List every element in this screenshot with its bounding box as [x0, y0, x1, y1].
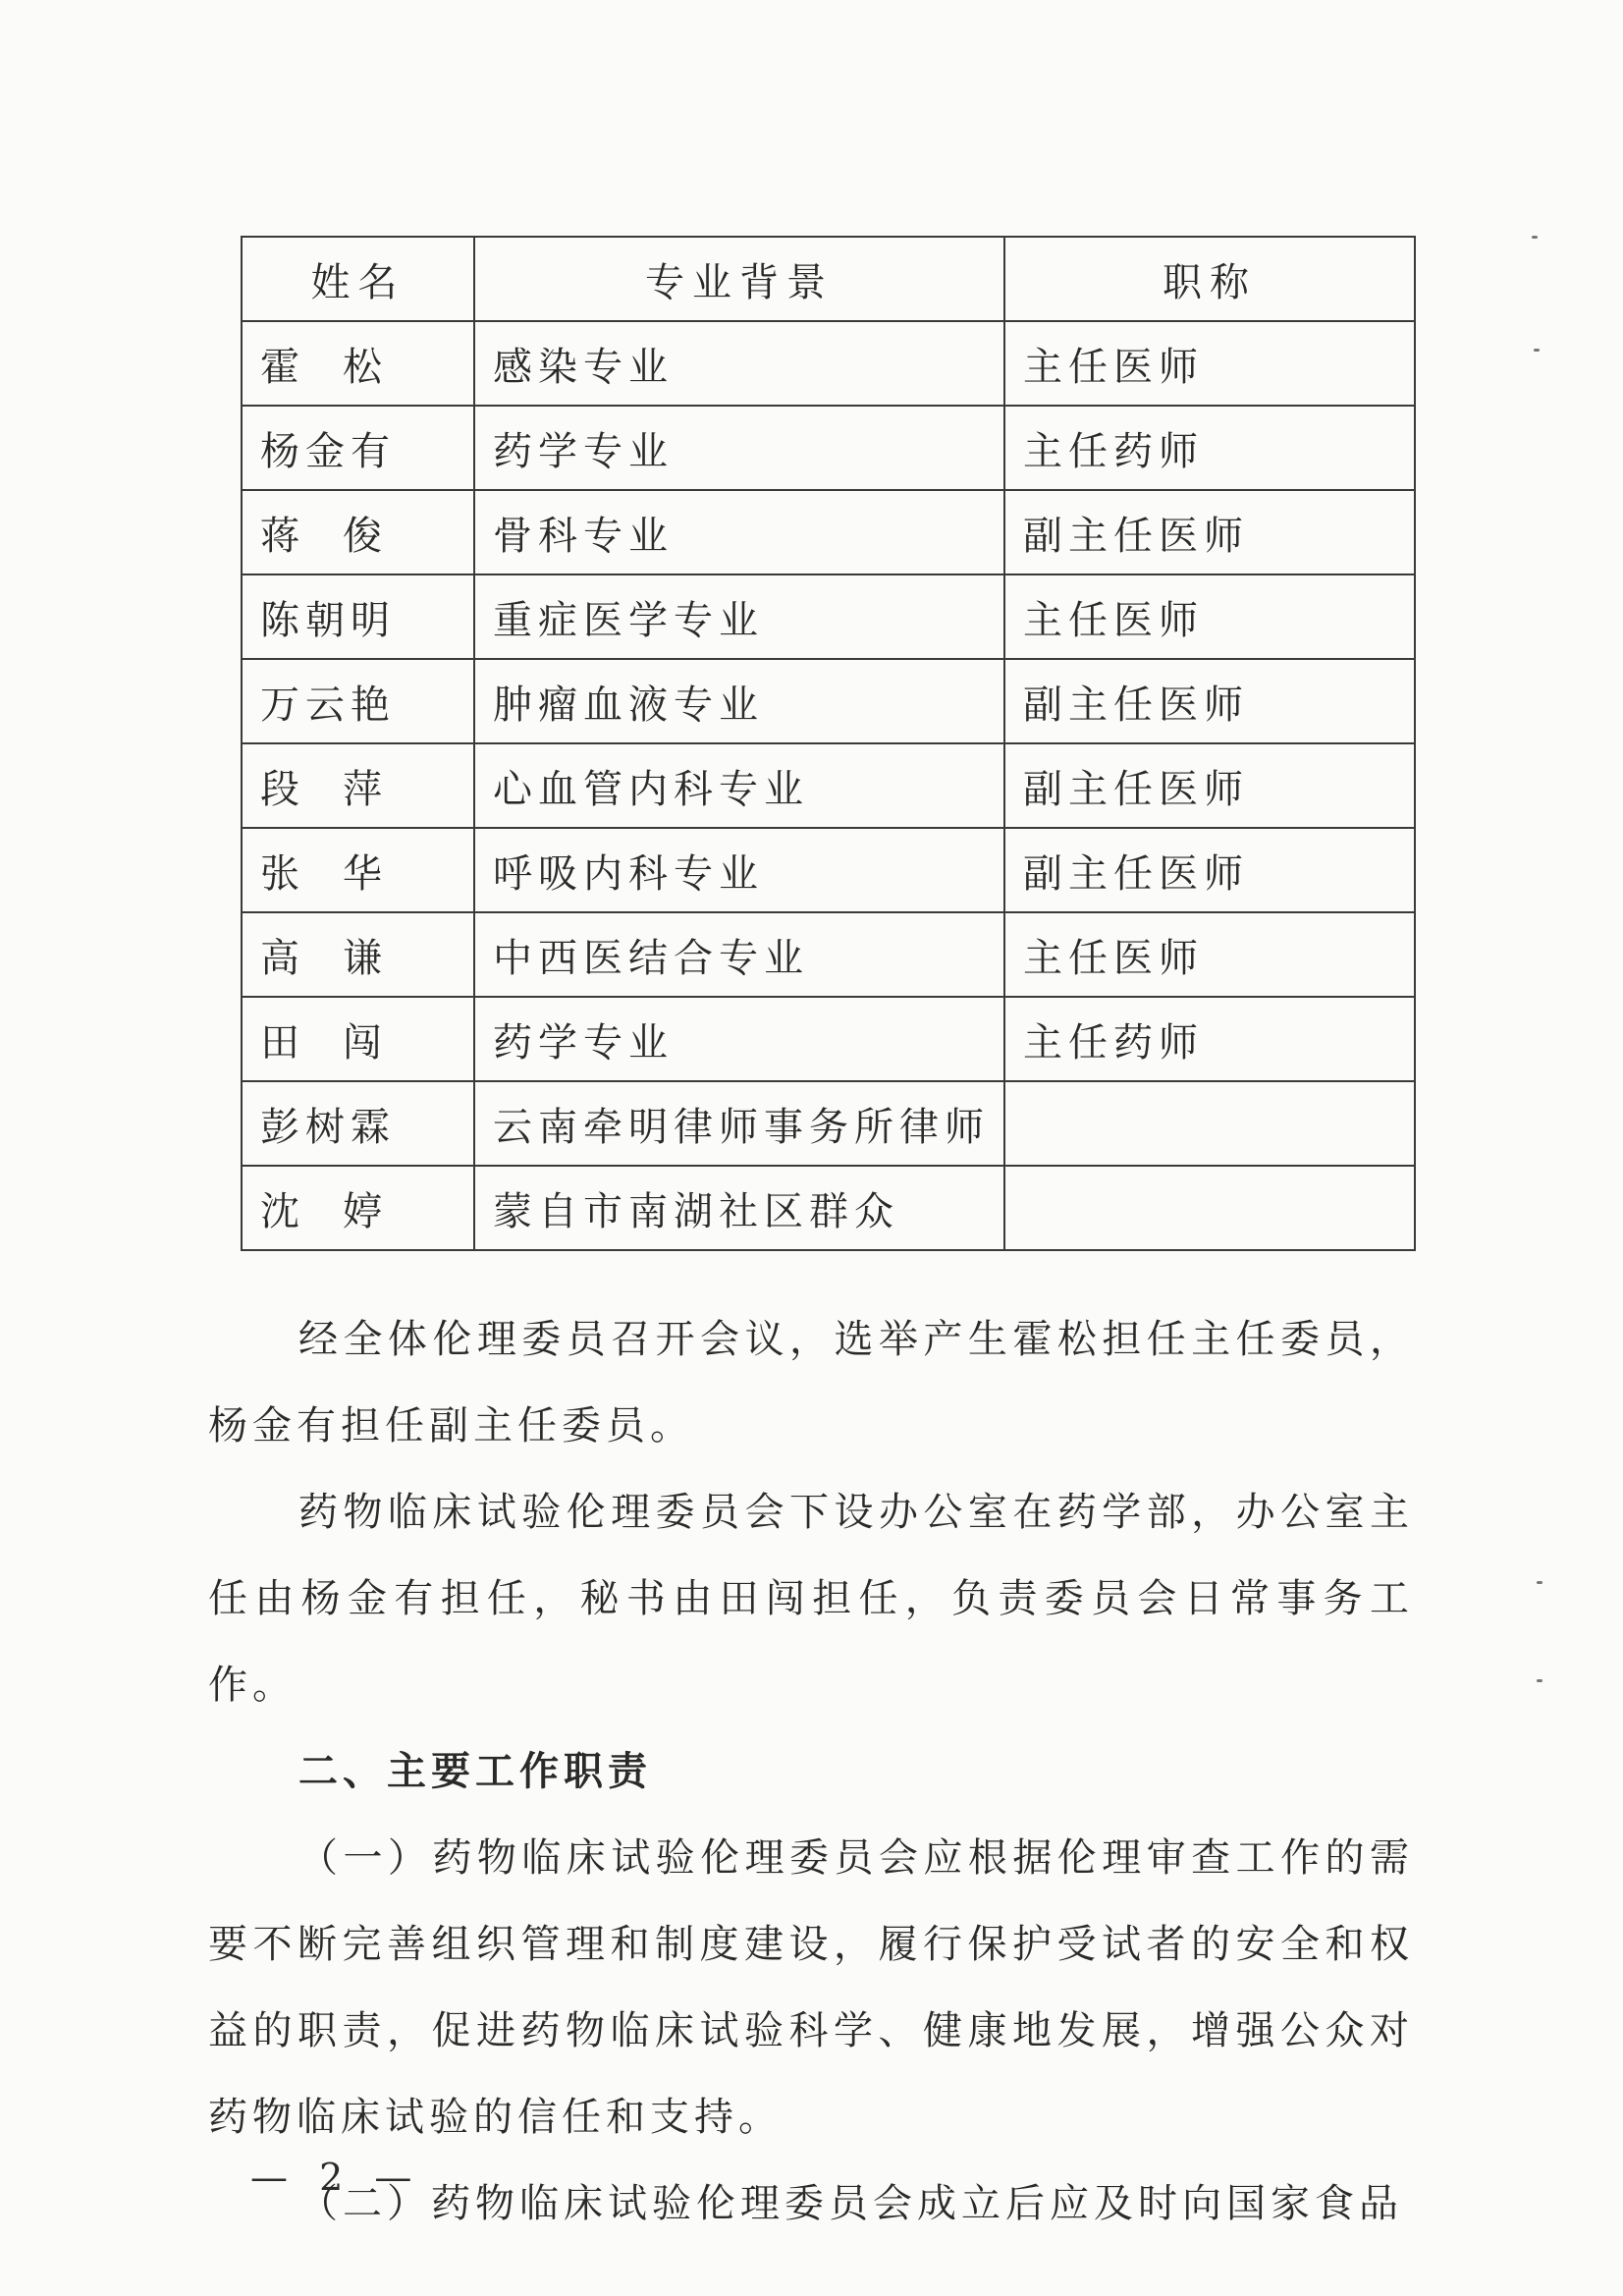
member-name: 段萍	[260, 766, 425, 812]
member-name-cell	[242, 406, 474, 490]
member-name: 杨金有	[260, 428, 396, 474]
member-name: 沈婷	[260, 1188, 425, 1234]
paragraph-office: 药物临床试验伦理委员会下设办公室在药学部，办公室主任由杨金有担任，秘书由田闯担任，负责委员会日常事务工作。	[208, 1490, 1414, 1708]
table-row	[242, 743, 1415, 828]
member-background: 呼吸内科专业	[474, 828, 1004, 912]
member-name-cell	[242, 743, 474, 828]
page-number: — 2 —	[250, 2156, 422, 2199]
member-background: 重症医学专业	[474, 574, 1004, 659]
table-row	[242, 1081, 1415, 1166]
body-text	[208, 1296, 1414, 2247]
member-name: 张华	[260, 850, 425, 897]
member-title	[1004, 1166, 1415, 1250]
member-name-cell	[242, 659, 474, 743]
member-name: 霍松	[260, 344, 425, 390]
table-row	[242, 912, 1415, 997]
section-heading: 二、主要工作职责	[298, 1749, 652, 1794]
member-name-cell	[242, 912, 474, 997]
paragraph-duty-2: （二）药物临床试验伦理委员会成立后应及时向国家食品	[298, 2181, 1403, 2226]
committee-members-table	[241, 236, 1416, 1251]
member-title: 主任药师	[1004, 406, 1415, 490]
table-row	[242, 659, 1415, 743]
member-name-cell	[242, 997, 474, 1081]
member-background: 药学专业	[474, 406, 1004, 490]
member-name: 高谦	[260, 935, 425, 981]
scan-speck	[1537, 1679, 1542, 1682]
member-name-cell	[242, 321, 474, 406]
member-title	[1004, 1081, 1415, 1166]
table-body	[242, 321, 1415, 1250]
member-title: 副主任医师	[1004, 828, 1415, 912]
header-title: 职称	[1004, 237, 1415, 321]
paragraph-election: 经全体伦理委员召开会议，选举产生霍松担任主任委员，杨金有担任副主任委员。	[208, 1317, 1414, 1449]
scan-speck	[1537, 1581, 1542, 1584]
member-name: 彭树霖	[260, 1104, 396, 1150]
member-background: 药学专业	[474, 997, 1004, 1081]
table-row	[242, 406, 1415, 490]
member-title: 副主任医师	[1004, 490, 1415, 574]
member-title: 副主任医师	[1004, 743, 1415, 828]
member-name-cell	[242, 490, 474, 574]
member-name: 陈朝明	[260, 597, 396, 643]
member-background: 感染专业	[474, 321, 1004, 406]
member-name-cell	[242, 1081, 474, 1166]
member-name-cell	[242, 1166, 474, 1250]
member-background: 心血管内科专业	[474, 743, 1004, 828]
member-name-cell	[242, 574, 474, 659]
scan-speck	[1532, 236, 1538, 239]
scan-speck	[1534, 349, 1540, 352]
table-row	[242, 997, 1415, 1081]
table-row	[242, 490, 1415, 574]
member-name: 蒋俊	[260, 513, 425, 559]
member-title: 主任药师	[1004, 997, 1415, 1081]
member-title: 主任医师	[1004, 321, 1415, 406]
paragraph-duty-1: （一）药物临床试验伦理委员会应根据伦理审查工作的需要不断完善组织管理和制度建设，履行保护受试者的安全和权益的职责，促进药物临床试验科学、健康地发展，增强公众对药物临床试验的信任和支持。	[208, 1835, 1414, 2140]
table-row	[242, 828, 1415, 912]
member-name: 田闯	[260, 1019, 425, 1066]
member-title: 主任医师	[1004, 574, 1415, 659]
table-header-row	[242, 237, 1415, 321]
table-row	[242, 574, 1415, 659]
table-row	[242, 321, 1415, 406]
member-title: 主任医师	[1004, 912, 1415, 997]
member-background: 骨科专业	[474, 490, 1004, 574]
member-background: 中西医结合专业	[474, 912, 1004, 997]
member-name: 万云艳	[260, 682, 396, 728]
member-title: 副主任医师	[1004, 659, 1415, 743]
header-background: 专业背景	[474, 237, 1004, 321]
header-name: 姓名	[242, 237, 474, 321]
member-background: 蒙自市南湖社区群众	[474, 1166, 1004, 1250]
member-background: 云南牵明律师事务所律师	[474, 1081, 1004, 1166]
member-name-cell	[242, 828, 474, 912]
table-row	[242, 1166, 1415, 1250]
member-background: 肿瘤血液专业	[474, 659, 1004, 743]
